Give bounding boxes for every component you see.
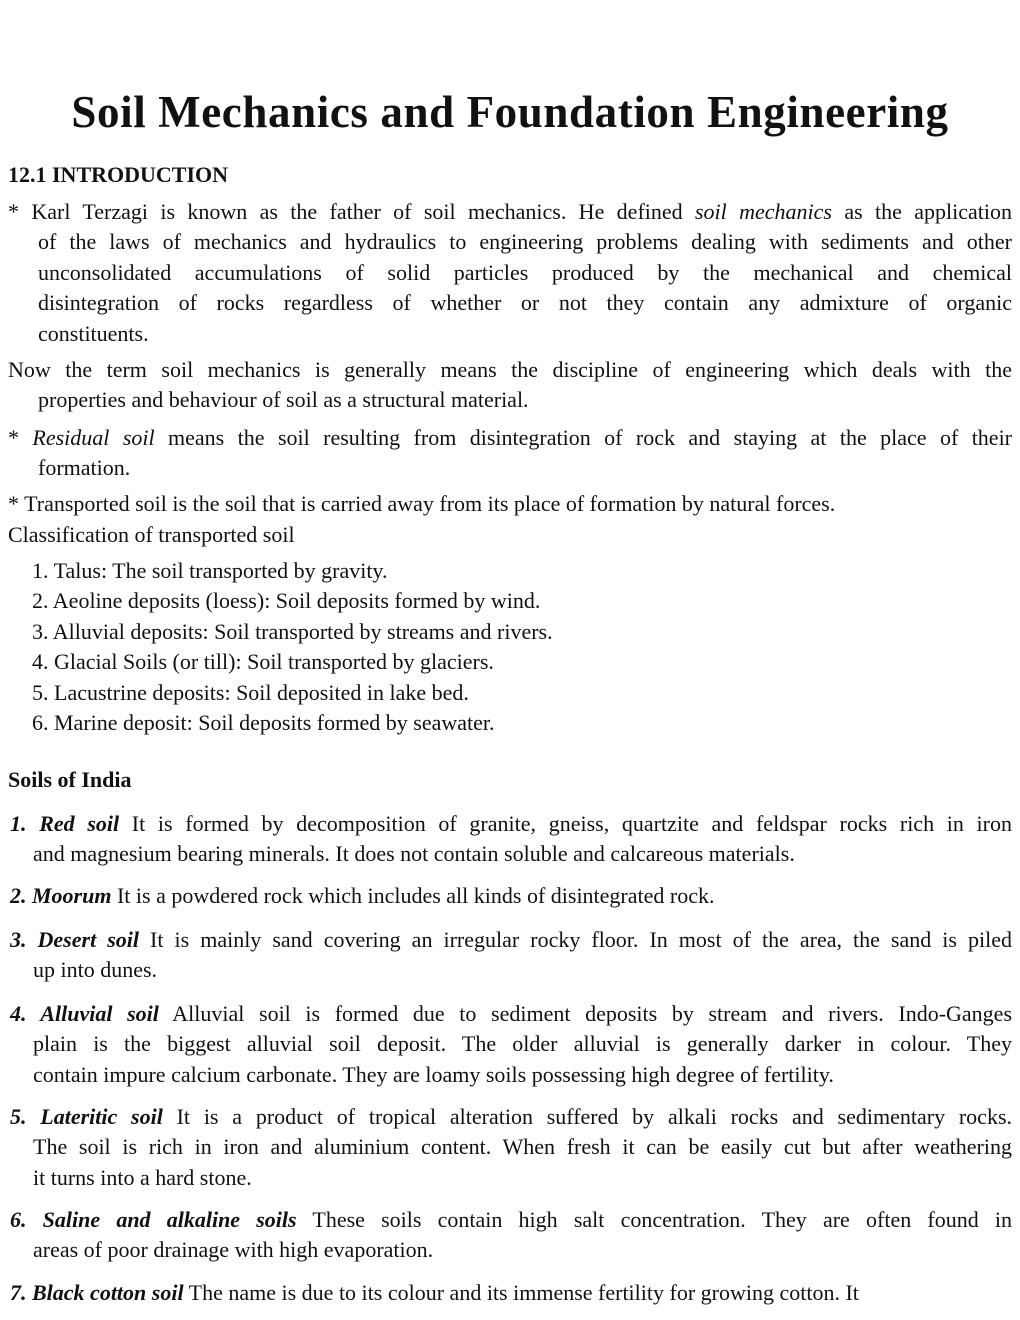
item-term: 2. Moorum <box>10 883 112 908</box>
text-run: It is a product of tropical alteration suffered by alkali rocks and sedimentary rocks. <box>162 1104 1013 1129</box>
text-line <box>33 1163 1012 1193</box>
list-item <box>32 556 1012 586</box>
document-title: Soil Mechanics and Foundation Engineering <box>71 87 949 137</box>
item-term: 4. Alluvial soil <box>10 1001 159 1026</box>
text-run: unconsolidated accumulations of solid particles produced by the mechanical and chemical <box>38 259 1012 285</box>
heading-text: Soils of India <box>8 767 132 792</box>
paragraph <box>0 423 1020 484</box>
text-run: of the laws of mechanics and hydraulics to engineering problems dealing with sediments and other <box>38 229 1012 255</box>
list-item <box>32 678 1012 708</box>
text-run: * Karl Terzagi is known as the father of soil mechanics. He defined <box>8 199 695 224</box>
list-item <box>32 586 1012 616</box>
text-run: means the soil resulting from disintegration of rock and staying at the place of their <box>154 425 1013 450</box>
text-line <box>8 423 1012 453</box>
text-line <box>33 955 1012 985</box>
text-line <box>38 258 1012 288</box>
text-run: * <box>8 425 33 450</box>
soil-type-item <box>0 1278 1020 1308</box>
soil-type-item <box>0 1205 1020 1266</box>
text-run: up into dunes. <box>33 957 158 983</box>
text-run: The name is due to its colour and its immense fertility for growing cotton. It <box>183 1280 859 1305</box>
section-heading <box>0 765 1020 795</box>
list-item <box>32 647 1012 677</box>
text-run: disintegration of rocks regardless of whether or not they contain any admixture of organic <box>38 290 1012 316</box>
text-run: constituents. <box>38 320 149 346</box>
text-run: The soil is rich in iron and aluminium content. When fresh it can be easily cut but after weathering <box>33 1134 1012 1160</box>
text-run: and magnesium bearing minerals. It does not contain soluble and calcareous materials. <box>33 841 795 867</box>
text-line <box>8 355 1012 385</box>
text-line <box>33 1029 1012 1059</box>
text-run: It is formed by decomposition of granite, gneiss, quartzite and feldspar rocks rich in iron <box>119 811 1012 836</box>
paragraph <box>0 197 1020 349</box>
emphasized-term: Residual soil <box>32 425 155 450</box>
text-line <box>10 999 1012 1029</box>
list-item <box>32 617 1012 647</box>
text-run: It is a powdered rock which includes all kinds of disintegrated rock. <box>111 883 715 908</box>
item-term: 1. Red soil <box>10 811 120 836</box>
text-line <box>10 1205 1012 1235</box>
text-run: 2. Aeoline deposits (loess): Soil deposits formed by wind. <box>32 588 541 614</box>
text-run: Classification of transported soil <box>8 522 295 547</box>
soil-type-item <box>0 809 1020 870</box>
item-term: 7. Black cotton soil <box>10 1280 184 1305</box>
text-line <box>8 160 1012 190</box>
text-line <box>8 765 1012 795</box>
item-term: 3. Desert soil <box>10 927 139 952</box>
item-term: 5. Lateritic soil <box>10 1104 163 1129</box>
list-item <box>32 708 1012 738</box>
text-line <box>33 1235 1012 1265</box>
text-run: as the application <box>832 199 1012 224</box>
text-line <box>33 1132 1012 1162</box>
text-run: 5. Lacustrine deposits: Soil deposited in lake bed. <box>32 679 469 705</box>
item-term: 6. Saline and alkaline soils <box>10 1207 297 1232</box>
text-line <box>33 1060 1012 1090</box>
text-run: Now the term soil mechanics is generally means the discipline of engineering which deals with the <box>8 357 1012 382</box>
paragraph <box>0 520 1020 550</box>
text-line <box>10 1278 1012 1308</box>
text-run: properties and behaviour of soil as a structural material. <box>38 387 529 413</box>
text-run: areas of poor drainage with high evaporation. <box>33 1237 434 1263</box>
text-run: contain impure calcium carbonate. They are loamy soils possessing high degree of fertility. <box>33 1061 834 1087</box>
paragraph <box>0 355 1020 416</box>
heading-text: 12.1 INTRODUCTION <box>8 162 229 187</box>
text-line <box>38 319 1012 349</box>
text-line <box>8 489 1012 519</box>
soil-type-item <box>0 999 1020 1090</box>
text-run: 3. Alluvial deposits: Soil transported by streams and rivers. <box>32 618 553 644</box>
paragraph <box>0 489 1020 519</box>
text-line <box>38 453 1012 483</box>
text-line <box>10 809 1012 839</box>
soil-type-item <box>0 881 1020 911</box>
text-line <box>10 881 1012 911</box>
text-run: 4. Glacial Soils (or till): Soil transported by glaciers. <box>32 649 494 675</box>
emphasized-term: soil mechanics <box>695 199 832 224</box>
text-run: it turns into a hard stone. <box>33 1164 252 1190</box>
text-line <box>33 839 1012 869</box>
text-run: plain is the biggest alluvial soil deposit. The older alluvial is generally darker in colour. They <box>33 1031 1012 1057</box>
numbered-list <box>0 556 1020 738</box>
text-run: formation. <box>38 455 131 481</box>
section-heading <box>0 160 1020 190</box>
soil-type-item <box>0 925 1020 986</box>
text-run: It is mainly sand covering an irregular rocky floor. In most of the area, the sand is piled <box>139 927 1012 952</box>
text-line <box>38 385 1012 415</box>
text-run: 1. Talus: The soil transported by gravity. <box>32 558 388 583</box>
text-line <box>10 925 1012 955</box>
text-run: These soils contain high salt concentration. They are often found in <box>296 1207 1013 1232</box>
text-line <box>10 1102 1012 1132</box>
text-line <box>8 520 1012 550</box>
text-line <box>8 197 1012 227</box>
soil-type-item <box>0 1102 1020 1193</box>
text-line <box>38 227 1012 257</box>
text-run: * Transported soil is the soil that is carried away from its place of formation by natural forces. <box>8 491 836 516</box>
text-run: Alluvial soil is formed due to sediment deposits by stream and rivers. Indo-Ganges <box>158 1001 1013 1026</box>
text-line <box>38 288 1012 318</box>
text-run: 6. Marine deposit: Soil deposits formed by seawater. <box>32 710 495 736</box>
